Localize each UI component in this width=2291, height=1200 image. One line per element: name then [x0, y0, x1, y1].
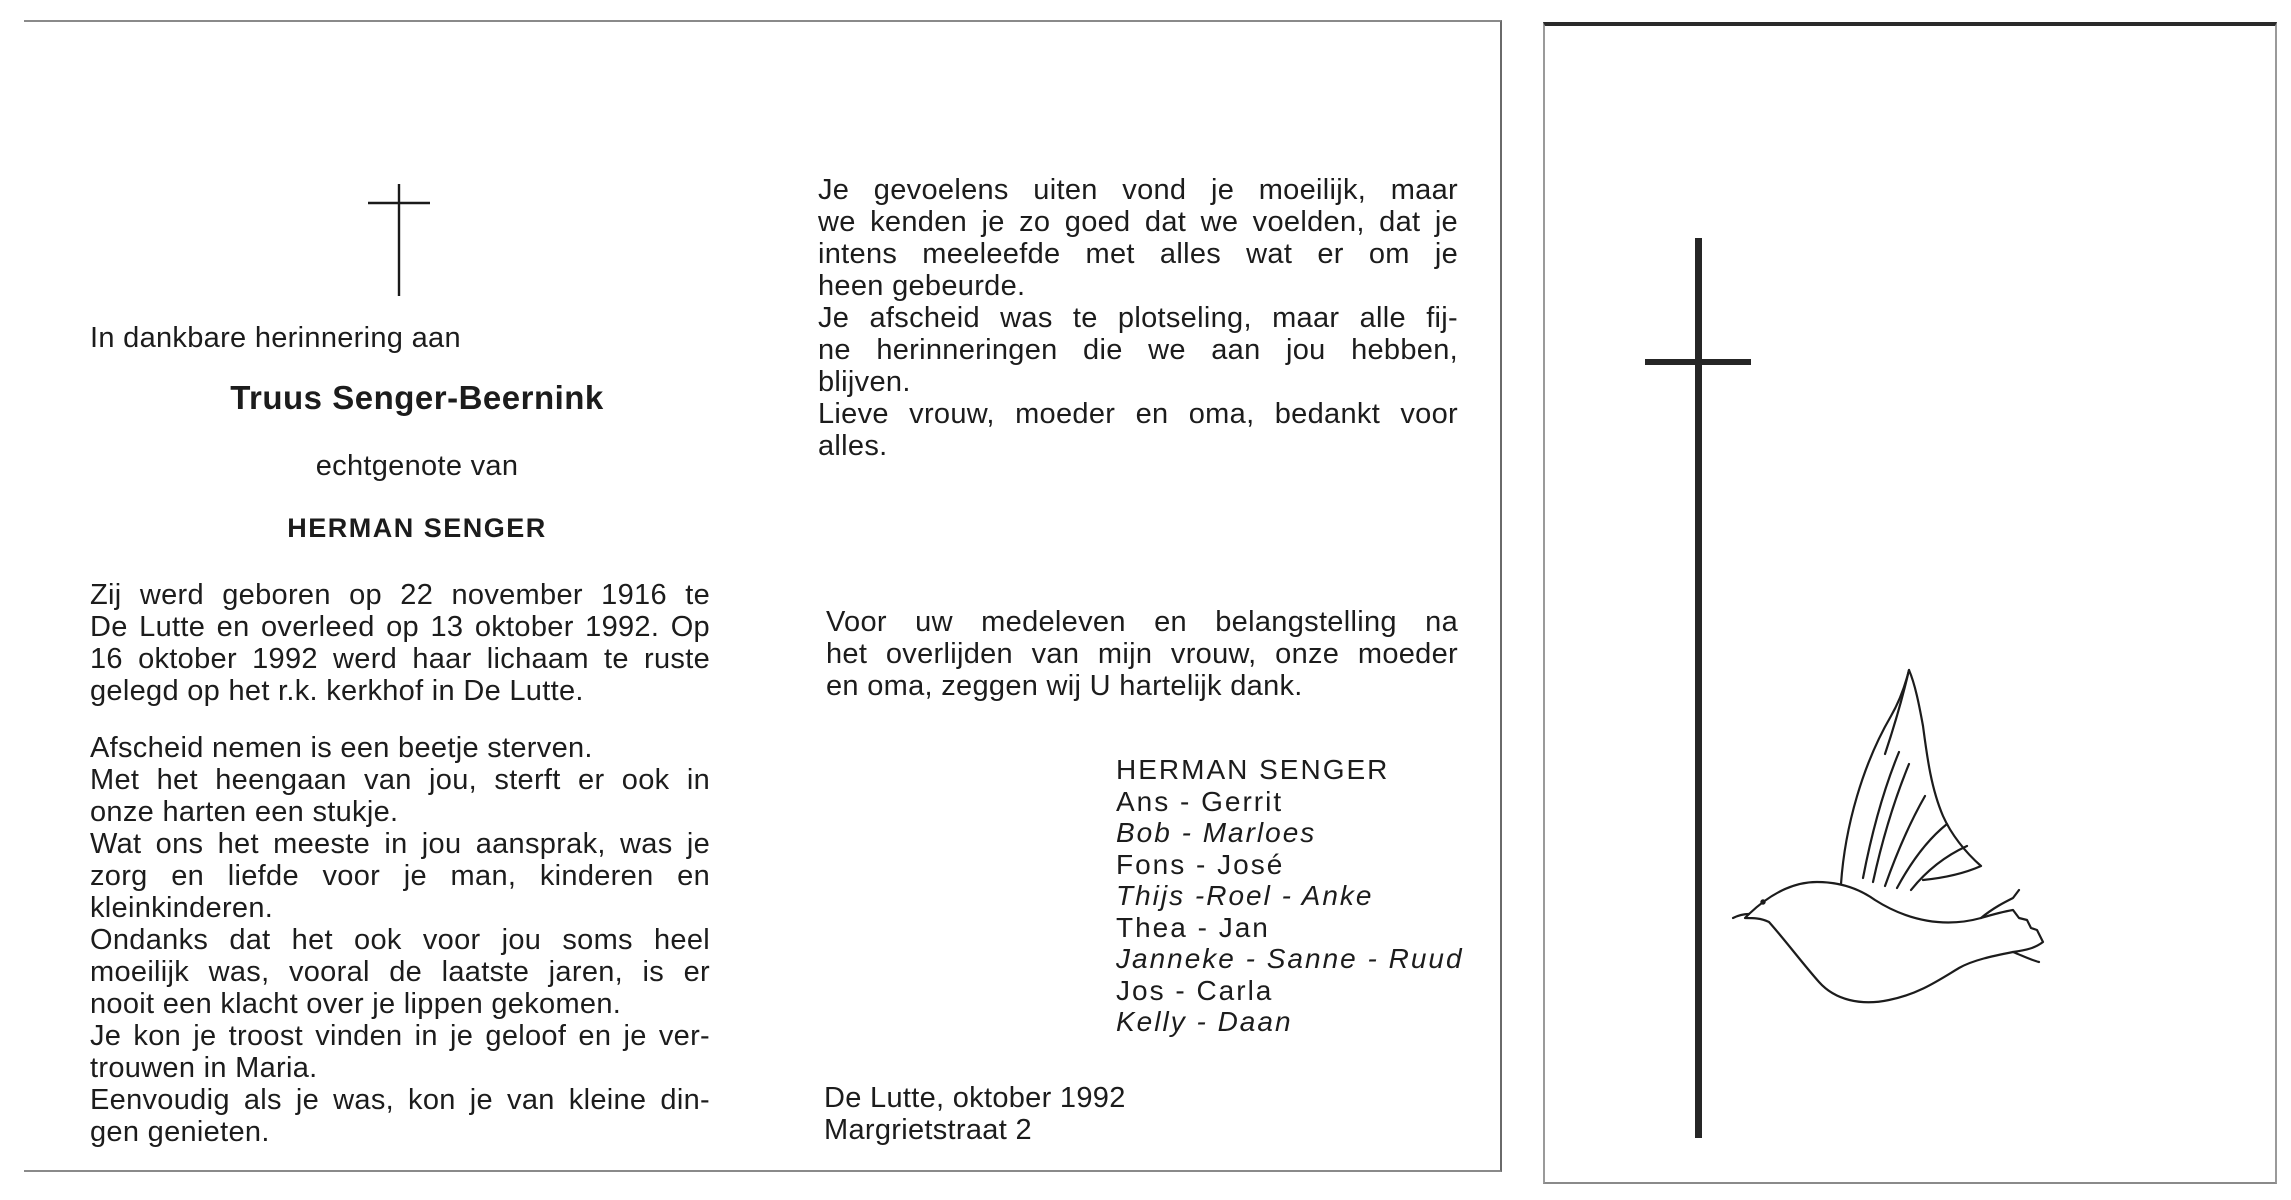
poem-line: Met het heengaan van jou, sterft er ook in [90, 764, 710, 796]
poem-line: Wat ons het meeste in jou aansprak, was je [90, 828, 710, 860]
poem-line: trouwen in Maria. [90, 1052, 318, 1084]
poem-line: Eenvoudig als je was, kon je van kleine din- [90, 1084, 710, 1116]
tribute-line: Lieve vrouw, moeder en oma, bedankt voor [818, 398, 1458, 430]
signatories-list [1116, 754, 1496, 1038]
tribute-paragraph [818, 174, 1458, 462]
tribute-line: Je gevoelens uiten vond je moeilijk, maar [818, 174, 1458, 206]
signatory-line: Fons - José [1116, 848, 1285, 880]
signatory-line: Thea - Jan [1116, 911, 1270, 943]
relation-text: echtgenote van [315, 450, 519, 482]
bio-line: gelegd op het r.k. kerkhof in De Lutte. [90, 675, 584, 707]
poem-line: moeilijk was, vooral de laatste jaren, is er [90, 956, 710, 988]
spouse-name: HERMAN SENGER [287, 513, 547, 543]
poem-line: nooit een klacht over je lippen gekomen. [90, 988, 622, 1020]
address: Margrietstraat 2 [824, 1114, 1032, 1146]
poem-line: onze harten een stukje. [90, 796, 399, 828]
poem-line: Afscheid nemen is een beetje sterven. [90, 732, 593, 764]
bio-line: De Lutte en overleed op 13 oktober 1992. Op [90, 611, 710, 643]
dove-icon [1713, 656, 2053, 1026]
tribute-line: Je afscheid was te plotseling, maar alle fij- [818, 302, 1458, 334]
signatory-line: Ans - Gerrit [1116, 785, 1284, 817]
signatory-line: Bob - Marloes [1116, 817, 1317, 848]
place-and-address [824, 1082, 1126, 1146]
intro-text: In dankbare herinnering aan [90, 322, 461, 354]
bio-line: Zij werd geboren op 22 november 1916 te [90, 579, 710, 611]
poem-line: kleinkinderen. [90, 892, 274, 924]
thanks-line: Voor uw medeleven en belangstelling na [826, 606, 1458, 638]
biography-paragraph [90, 579, 710, 707]
signatory-line: Kelly - Daan [1116, 1006, 1293, 1037]
thanks-paragraph [826, 606, 1458, 702]
poem-line: Je kon je troost vinden in je geloof en je ver- [90, 1020, 710, 1052]
tribute-line: heen gebeurde. [818, 270, 1026, 302]
tribute-line: we kenden je zo goed dat we voelden, dat je [818, 206, 1458, 238]
tribute-line: ne herinneringen die we aan jou hebben, [818, 334, 1458, 366]
poem-line: zorg en liefde voor je man, kinderen en [90, 860, 710, 892]
signatory-line: HERMAN SENGER [1116, 754, 1390, 785]
thanks-line: en oma, zeggen wij U hartelijk dank. [826, 670, 1303, 702]
thanks-line: het overlijden van mijn vrouw, onze moeder [826, 638, 1458, 670]
deceased-name: Truus Senger-Beernink [230, 379, 604, 416]
card-front-cover [1543, 22, 2277, 1184]
signatory-line: Janneke - Sanne - Ruud [1116, 943, 1464, 974]
tribute-line: intens meeleefde met alles wat er om je [818, 238, 1458, 270]
signatory-line: Thijs -Roel - Anke [1116, 880, 1374, 911]
poem-line: gen genieten. [90, 1116, 270, 1148]
tribute-line: alles. [818, 430, 888, 462]
poem-line: Ondanks dat het ook voor jou soms heel [90, 924, 710, 956]
place-date: De Lutte, oktober 1992 [824, 1082, 1126, 1114]
tribute-line: blijven. [818, 366, 911, 398]
poem-paragraph [90, 732, 710, 1148]
bio-line: 16 oktober 1992 werd haar lichaam te ruste [90, 643, 710, 675]
signatory-line: Jos - Carla [1116, 974, 1274, 1006]
cross-icon [364, 184, 434, 296]
card-inside-spread [24, 20, 1502, 1172]
